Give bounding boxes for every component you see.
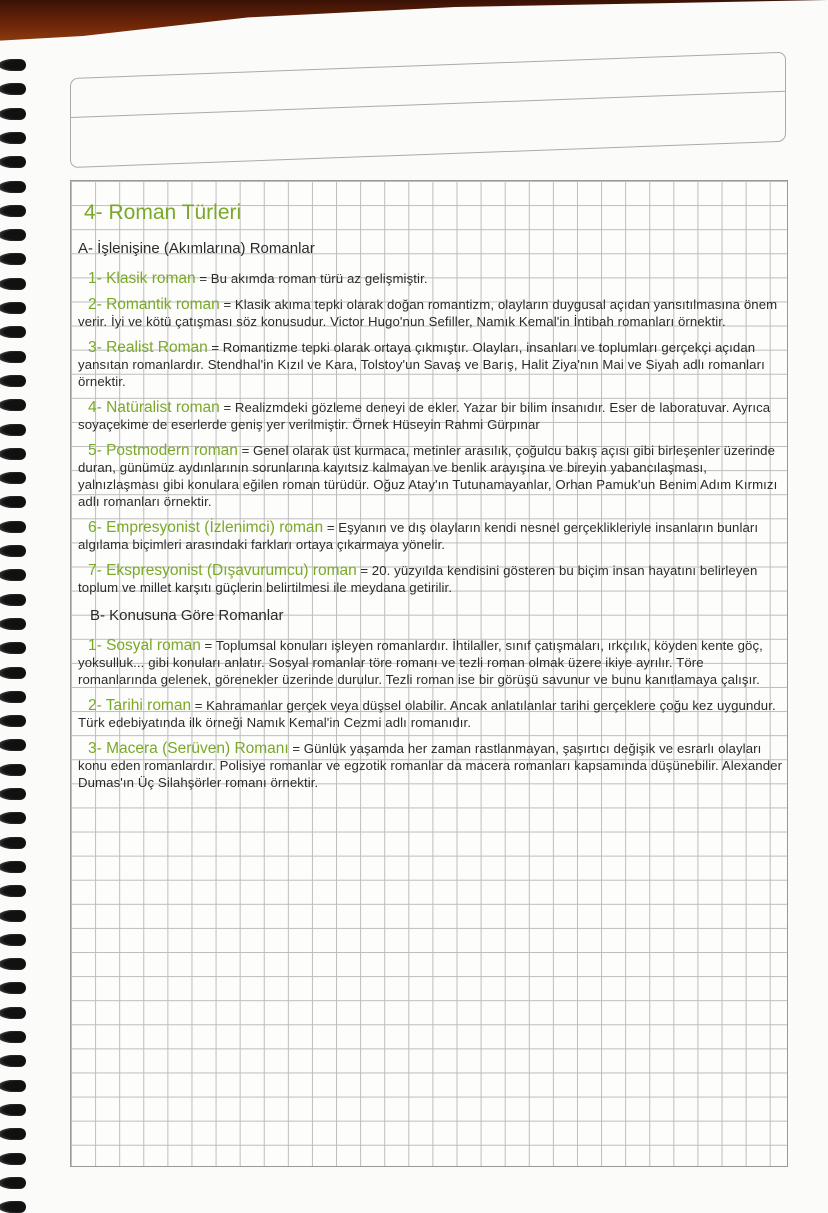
separator: = xyxy=(219,400,235,415)
separator: = xyxy=(356,563,372,578)
item-body: Eşyanın ve dış olayların kendi nesnel gerçeklikleriyle insanların bunları algılama biçimleri arasındaki farkları ortaya çıkarmaya yönelir. xyxy=(78,520,759,552)
item-heading: 5- Postmodern roman xyxy=(88,442,238,459)
item-body: Günlük yaşamda her zaman rastlanmayan, şaşırtıcı değişik ve esrarlı olayları konu eden romanlardır. Polisiye romanlar ve egzotik romanlar da macera romanları kapsamında düşünebilir. Alexander Dumas'ın Üç Silahşörler romanı örnektir. xyxy=(78,741,783,790)
spiral-coil xyxy=(0,205,26,217)
handwritten-notes xyxy=(78,196,784,800)
item-heading: 6- Empresyonist (İzlenimci) roman xyxy=(88,519,324,536)
spiral-coil xyxy=(0,1031,26,1043)
note-item xyxy=(78,637,784,688)
spiral-coil xyxy=(0,910,26,922)
spiral-coil xyxy=(0,326,26,338)
separator: = xyxy=(195,271,211,286)
spiral-coil xyxy=(0,1153,26,1165)
item-heading: 3- Realist Roman xyxy=(88,339,208,356)
spiral-coil xyxy=(0,715,26,727)
item-body: Romantizme tepki olarak ortaya çıkmıştır. Olayları, insanları ve toplumları gerçekçi açıdan yansıtan romanlardır. Stendhal'in Kızıl ve Kara, Tolstoy'un Savaş ve Barış, Halit Ziya'nın Mai ve Siyah adlı romanları örnektir. xyxy=(78,340,765,389)
spiral-coil xyxy=(0,399,26,411)
section-a-heading: A- İşlenişine (Akımlarına) Romanlar xyxy=(78,240,315,257)
spiral-coil xyxy=(0,739,26,751)
spiral-coil xyxy=(0,132,26,144)
item-body: Bu akımda roman türü az gelişmiştir. xyxy=(210,271,428,286)
spiral-coil xyxy=(0,1201,26,1213)
item-body: Klasik akıma tepki olarak doğan romantizm, olayların duygusal açıdan yansıtılmasına önem verir. İyi ve kötü çatışması söz konusudur. Victor Hugo'nun Sefiller, Namık Kemal'in İntibah romanları örnektir. xyxy=(78,297,778,329)
separator: = xyxy=(237,443,253,458)
spiral-coil xyxy=(0,594,26,606)
note-item xyxy=(78,697,784,731)
spiral-coil xyxy=(0,351,26,363)
separator: = xyxy=(200,638,216,653)
spiral-coil xyxy=(0,1128,26,1140)
spiral-coil xyxy=(0,181,26,193)
spiral-coil xyxy=(0,108,26,120)
note-item xyxy=(78,270,784,287)
spiral-coil xyxy=(0,156,26,168)
spiral-coil xyxy=(0,278,26,290)
desk-background xyxy=(0,0,828,58)
spiral-coil xyxy=(0,982,26,994)
note-item xyxy=(78,296,784,330)
spiral-coil xyxy=(0,1055,26,1067)
note-item xyxy=(78,339,784,390)
item-body: Genel olarak üst kurmaca, metinler arasılık, çoğulcu bakış açısı gibi birleşenler üzerinde duran, günümüz aydınlarının sorunlarına kayıtsız kalmayan ve benlik arayışına ve bireyin yabancılaşması, yalnızlaşması gibi konulara eğilen roman türüdür. Oğuz Atay'ın Tutunamayanlar, Orhan Pamuk'un Benim Adım Kırmızı adlı romanları örnektir. xyxy=(78,443,778,509)
item-heading: 1- Klasik roman xyxy=(88,270,196,287)
note-item xyxy=(78,562,784,596)
item-heading: 2- Tarihi roman xyxy=(88,697,192,714)
spiral-coil xyxy=(0,496,26,508)
spiral-coil xyxy=(0,302,26,314)
note-item xyxy=(78,442,784,510)
spiral-coil xyxy=(0,1177,26,1189)
separator: = xyxy=(207,340,223,355)
spiral-coil xyxy=(0,1104,26,1116)
spiral-coil xyxy=(0,861,26,873)
item-heading: 4- Natüralist roman xyxy=(88,399,220,416)
spiral-coil xyxy=(0,59,26,71)
spiral-coil xyxy=(0,521,26,533)
spiral-coil xyxy=(0,667,26,679)
spiral-coil xyxy=(0,569,26,581)
page-title: 4- Roman Türleri xyxy=(84,201,242,224)
section-b-heading: B- Konusuna Göre Romanlar xyxy=(90,607,284,624)
spiral-coil xyxy=(0,958,26,970)
spiral-coil xyxy=(0,618,26,630)
note-item xyxy=(78,399,784,433)
spiral-coil xyxy=(0,934,26,946)
spiral-coil xyxy=(0,1080,26,1092)
spiral-coil xyxy=(0,448,26,460)
spiral-coil xyxy=(0,472,26,484)
spiral-coil xyxy=(0,424,26,436)
spiral-coil xyxy=(0,229,26,241)
item-body: Toplumsal konuları işleyen romanlardır. İhtilaller, sınıf çatışmaları, ırkçılık, köyden kente göç, yoksulluk... gibi konuları anlatır. Sosyal romanlar töre romanı ve tezli roman olmak üzere ikiye ayrılır. Töre romanlarında gelenek, görenekler üzerinde durulur. Tezli roman ise bir görüşü savunur ve bunu kanıtlamaya çalışır. xyxy=(78,638,763,687)
spiral-coil xyxy=(0,1007,26,1019)
item-body: Realizmdeki gözleme deneyi de ekler. Yazar bir bilim insanıdır. Eser de laboratuvar. Ayrıca soyaçekime de eserlerde geniş yer verilmiştir. Örnek Hüseyin Rahmi Gürpınar xyxy=(78,400,771,432)
header-divider xyxy=(71,91,785,118)
note-item xyxy=(78,519,784,553)
item-heading: 7- Ekspresyonist (Dışavurumcu) roman xyxy=(88,562,357,579)
spiral-coil xyxy=(0,545,26,557)
notebook-header-box xyxy=(70,52,786,168)
spiral-coil xyxy=(0,885,26,897)
spiral-coil xyxy=(0,691,26,703)
spiral-coil xyxy=(0,83,26,95)
separator: = xyxy=(219,297,235,312)
item-body: 20. yüzyılda kendisini gösteren bu biçim insan hayatını belirleyen toplum ve millet karşıtı güçlerin belirtilmesi ile meydana getirilir. xyxy=(78,563,758,595)
separator: = xyxy=(323,520,339,535)
separator: = xyxy=(288,741,304,756)
item-heading: 1- Sosyal roman xyxy=(88,637,201,654)
spiral-coil xyxy=(0,642,26,654)
note-item xyxy=(78,740,784,791)
spiral-coil xyxy=(0,764,26,776)
item-heading: 2- Romantik roman xyxy=(88,296,220,313)
spiral-binding xyxy=(0,55,28,1206)
item-body: Kahramanlar gerçek veya düşsel olabilir. Ancak anlatılanlar tarihi gerçeklere çoğu kez uygundur. Türk edebiyatında ilk örneği Namık Kemal'in Cezmi adlı romanıdır. xyxy=(78,698,776,730)
spiral-coil xyxy=(0,812,26,824)
item-heading: 3- Macera (Serüven) Romanı xyxy=(88,740,289,757)
spiral-coil xyxy=(0,788,26,800)
spiral-coil xyxy=(0,837,26,849)
spiral-coil xyxy=(0,375,26,387)
spiral-coil xyxy=(0,253,26,265)
separator: = xyxy=(191,698,207,713)
